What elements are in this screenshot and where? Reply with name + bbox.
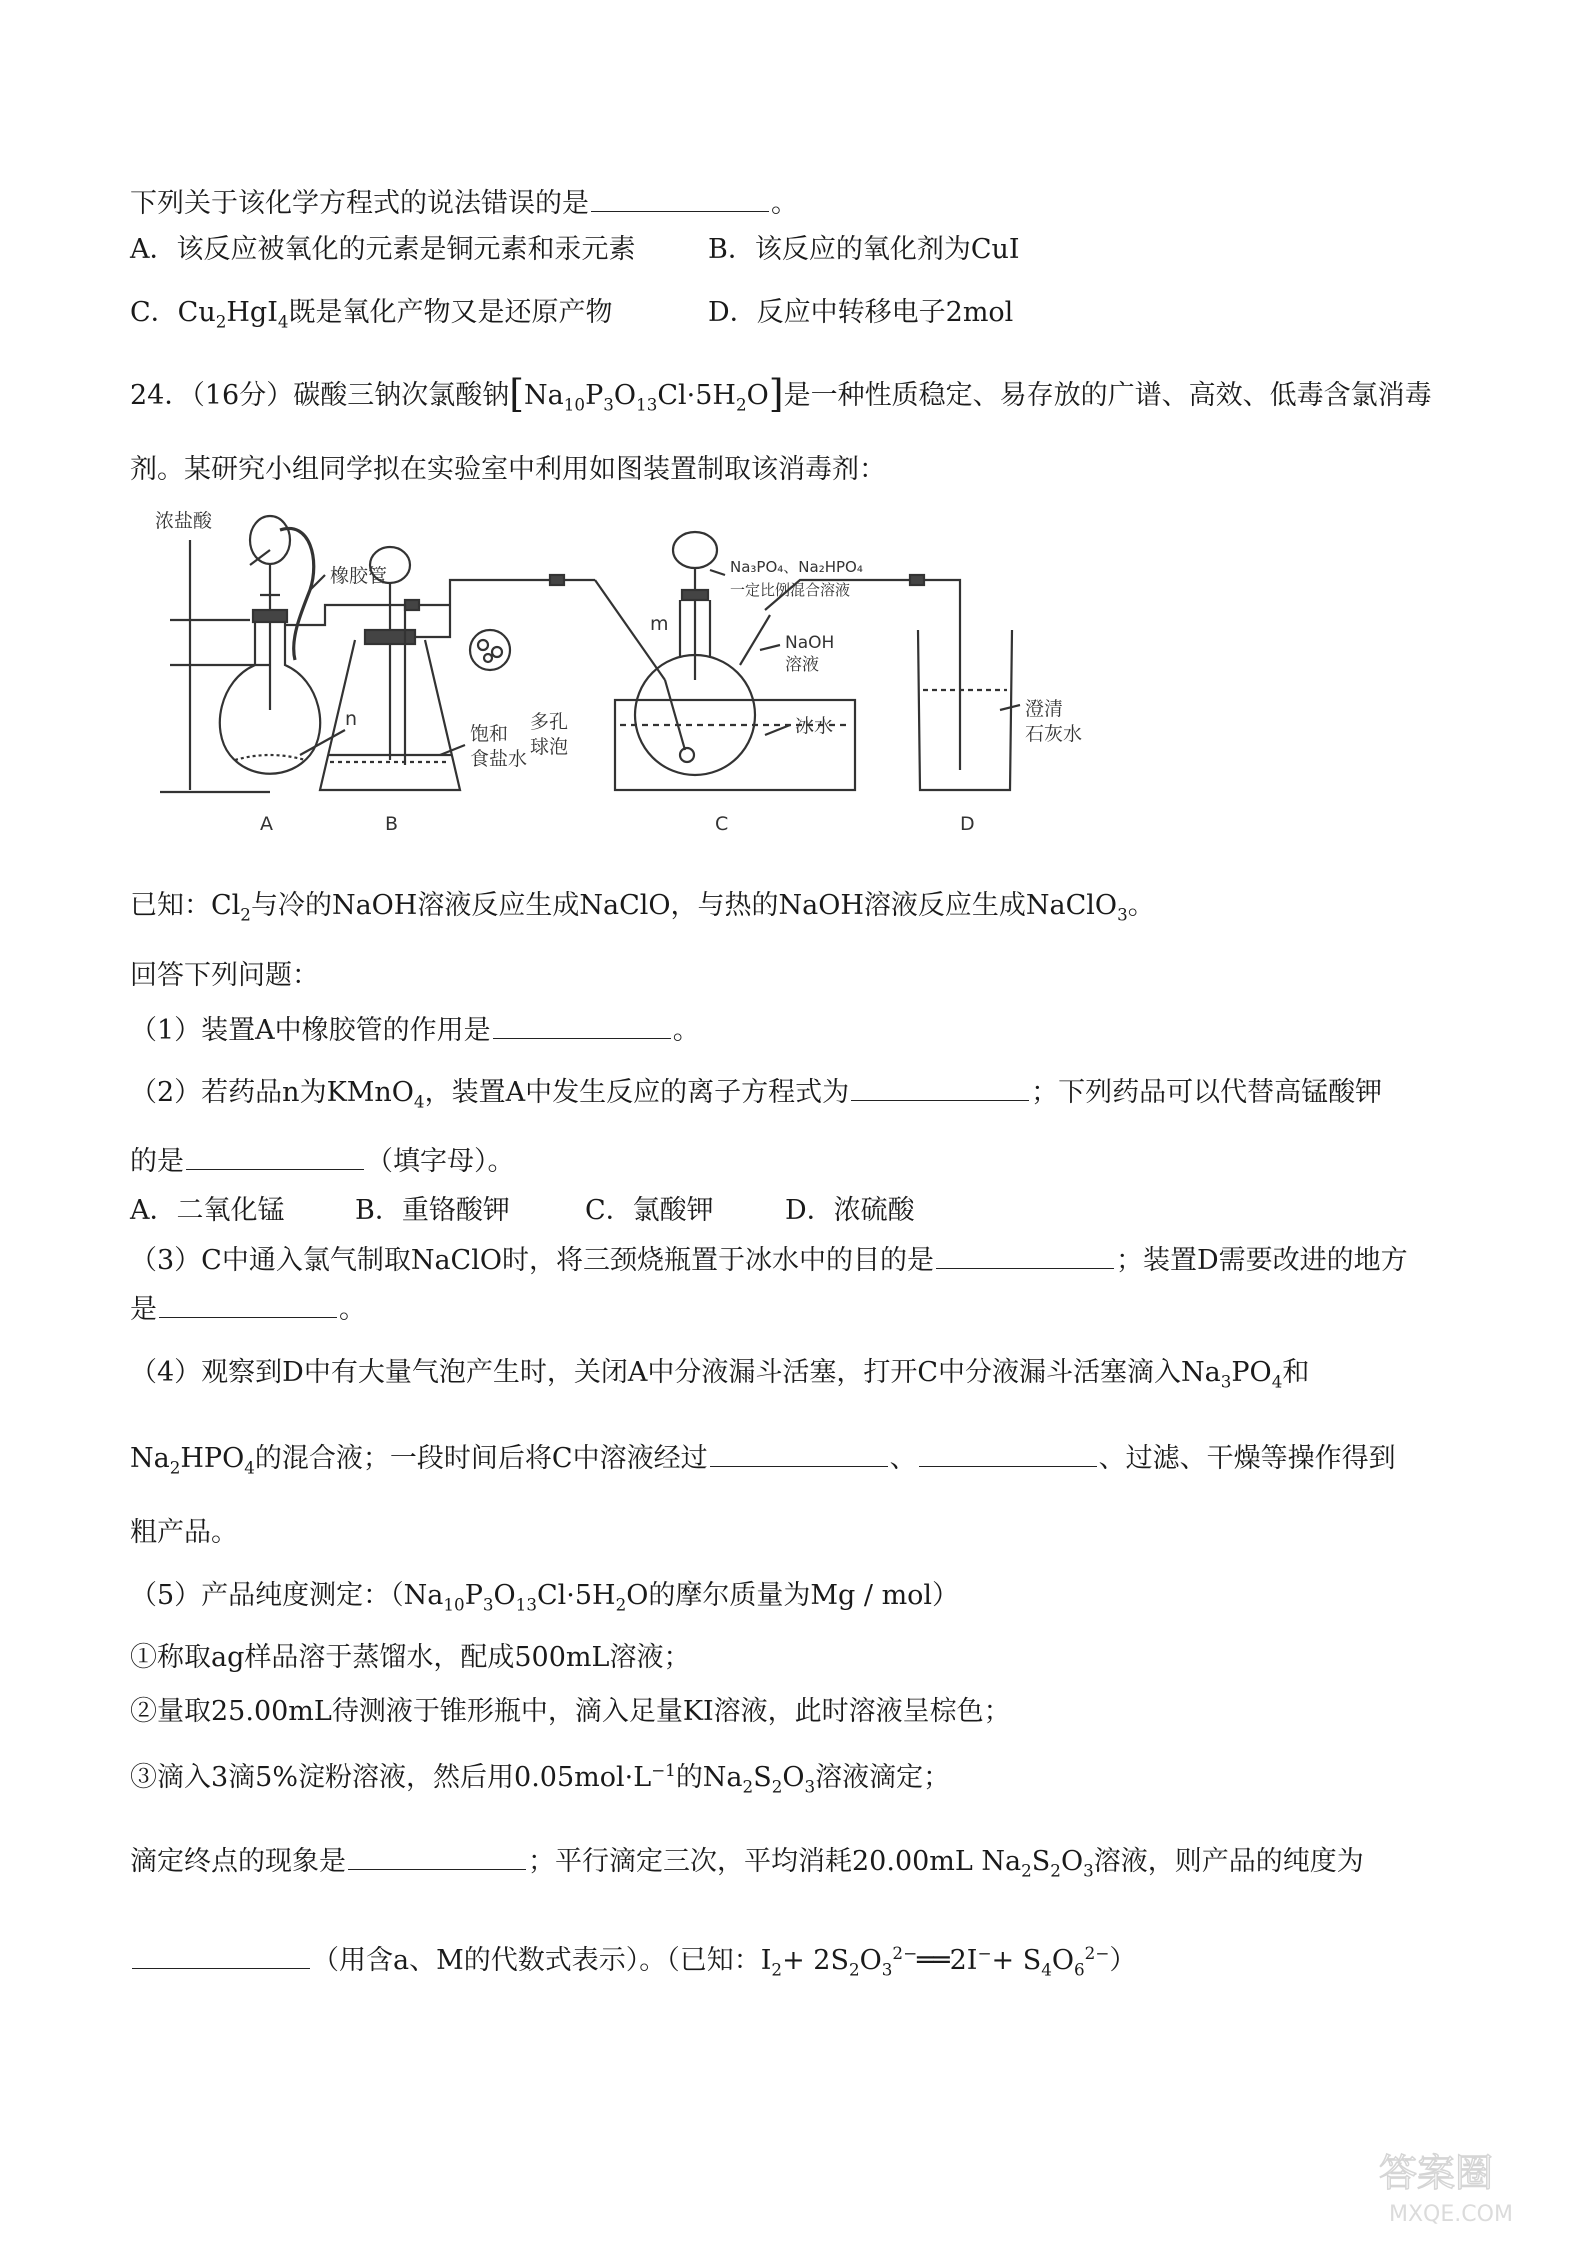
- part-4: （4）观察到D中有大量气泡产生时，关闭A中分液漏斗活塞，打开C中分液漏斗活塞滴入$Na_3PO_4$和: [130, 1357, 1310, 1392]
- part-4-line3: 粗产品。: [130, 1517, 238, 1548]
- part-2-options: [130, 1193, 915, 1229]
- option-d: D．浓硫酸: [785, 1195, 915, 1226]
- answer-blank[interactable]: [936, 1242, 1114, 1269]
- label-lime-2: 石灰水: [1025, 723, 1083, 745]
- label-ice-water: 冰水: [795, 715, 834, 737]
- label-c: C: [715, 813, 729, 835]
- option-c: C．氯酸钾: [585, 1195, 714, 1226]
- period: 。: [771, 188, 798, 219]
- option-row-cd: [130, 295, 1013, 331]
- option-b: B．重铬酸钾: [355, 1195, 510, 1226]
- label-rubber-tube: 橡胶管: [330, 565, 388, 587]
- option-c: C．$Cu_2HgI_4$既是氧化产物又是还原产物: [130, 297, 613, 332]
- label-n: n: [345, 708, 358, 730]
- q24-number: 24．（16分）碳酸三钠次氯酸钠: [130, 380, 510, 411]
- label-bubble-2: 球泡: [530, 736, 569, 758]
- label-b: B: [385, 813, 399, 835]
- svg-text:MXQE.COM: MXQE.COM: [1389, 2202, 1513, 2227]
- answer-blank[interactable]: [851, 1074, 1029, 1101]
- apparatus-diagram: [150, 500, 1150, 850]
- apparatus-d: [918, 630, 1012, 790]
- label-a: A: [260, 813, 273, 835]
- part-4-line2: $Na_2HPO_4$的混合液；一段时间后将C中溶液经过 、 、过滤、干燥等操作得到: [130, 1440, 1396, 1477]
- label-funnel-c-1: Na₃PO₄、Na₂HPO₄: [730, 558, 863, 576]
- answer-prompt: 回答下列问题：: [130, 960, 319, 991]
- option-a: A．该反应被氧化的元素是铜元素和汞元素: [130, 234, 636, 265]
- option-b: B．该反应的氧化剂为CuI: [708, 234, 1020, 265]
- answer-blank[interactable]: [919, 1440, 1097, 1467]
- label-acid: 浓盐酸: [155, 510, 213, 532]
- part-2-line2: 的是 （填字母）。: [130, 1143, 515, 1180]
- label-funnel-c-2: 一定比例混合溶液: [730, 581, 851, 599]
- label-bubble-1: 多孔: [530, 711, 569, 733]
- label-naoh-2: 溶液: [785, 655, 819, 675]
- label-brine-2: 食盐水: [470, 748, 528, 770]
- label-naoh-1: NaOH: [785, 633, 835, 653]
- svg-text:答案圈: 答案圈: [1379, 2151, 1494, 2195]
- part-2: （2）若药品n为KMnO$_4$，装置A中发生反应的离子方程式为 ；下列药品可以代替高锰酸钾: [130, 1074, 1382, 1111]
- q24-line2: 剂。某研究小组同学拟在实验室中利用如图装置制取该消毒剂：: [130, 454, 886, 485]
- q24-formula: $Na_{10}P_3O_{13}Cl\cdot 5H_2O$: [524, 380, 769, 415]
- watermark-logo: [1369, 2141, 1569, 2231]
- part-5: （5）产品纯度测定：（$Na_{10}P_3O_{13}Cl\cdot 5H_2O$的摩尔质量为Mg / mol）: [130, 1580, 960, 1615]
- label-lime-1: 澄清: [1025, 698, 1064, 720]
- label-brine-1: 饱和: [470, 723, 509, 745]
- answer-blank[interactable]: [186, 1143, 364, 1170]
- porous-bubble-icon: [470, 630, 510, 670]
- step-2: ②量取25.00mL待测液于锥形瓶中，滴入足量KI溶液，此时溶液呈棕色；: [130, 1696, 1011, 1727]
- answer-blank[interactable]: [159, 1291, 337, 1318]
- option-row-ab: [130, 232, 1020, 268]
- q24-line1: 24．（16分）碳酸三钠次氯酸钠$[Na_{10}P_3O_{13}Cl\cdot 5H_2O]$是一种性质稳定、易存放的广谱、高效、低毒含氯消毒: [130, 372, 1432, 416]
- question-stem: [130, 185, 798, 222]
- answer-blank[interactable]: [493, 1012, 671, 1039]
- part-3-line2: 是 。: [130, 1291, 366, 1328]
- answer-blank[interactable]: [591, 185, 769, 212]
- titration-line: 滴定终点的现象是 ；平行滴定三次，平均消耗20.00mL $Na_2S_2O_3$溶液，则产品的纯度为: [130, 1843, 1364, 1880]
- part-3: （3）C中通入氯气制取NaClO时，将三颈烧瓶置于冰水中的目的是 ；装置D需要改进的地方: [130, 1242, 1408, 1279]
- answer-blank[interactable]: [710, 1440, 888, 1467]
- final-line: （用含a、M的代数式表示）。（已知：$I_2+$ $2S_2O_3^{2-}══2I^-+ S_4O_6^{2-}$）: [130, 1942, 1136, 1979]
- known-line: 已知：$Cl_2$与冷的NaOH溶液反应生成NaClO，与热的NaOH溶液反应生成NaClO$_3$。: [130, 890, 1155, 925]
- stem-text: 下列关于该化学方程式的说法错误的是: [130, 188, 589, 219]
- apparatus-a: [160, 516, 450, 792]
- label-m: m: [650, 613, 669, 635]
- label-d: D: [960, 813, 975, 835]
- option-a: A．二氧化锰: [130, 1195, 285, 1226]
- step-1: ①称取ag样品溶于蒸馏水，配成500mL溶液；: [130, 1642, 691, 1673]
- answer-blank[interactable]: [132, 1942, 310, 1969]
- option-d: D．反应中转移电子2mol: [708, 297, 1014, 328]
- answer-blank[interactable]: [348, 1843, 526, 1870]
- part-1: （1）装置A中橡胶管的作用是 。: [130, 1012, 700, 1049]
- step-3: ③滴入3滴5%淀粉溶液，然后用$0.05mol\cdot L^{-1}$的$Na_2S_2O_3$溶液滴定；: [130, 1760, 951, 1797]
